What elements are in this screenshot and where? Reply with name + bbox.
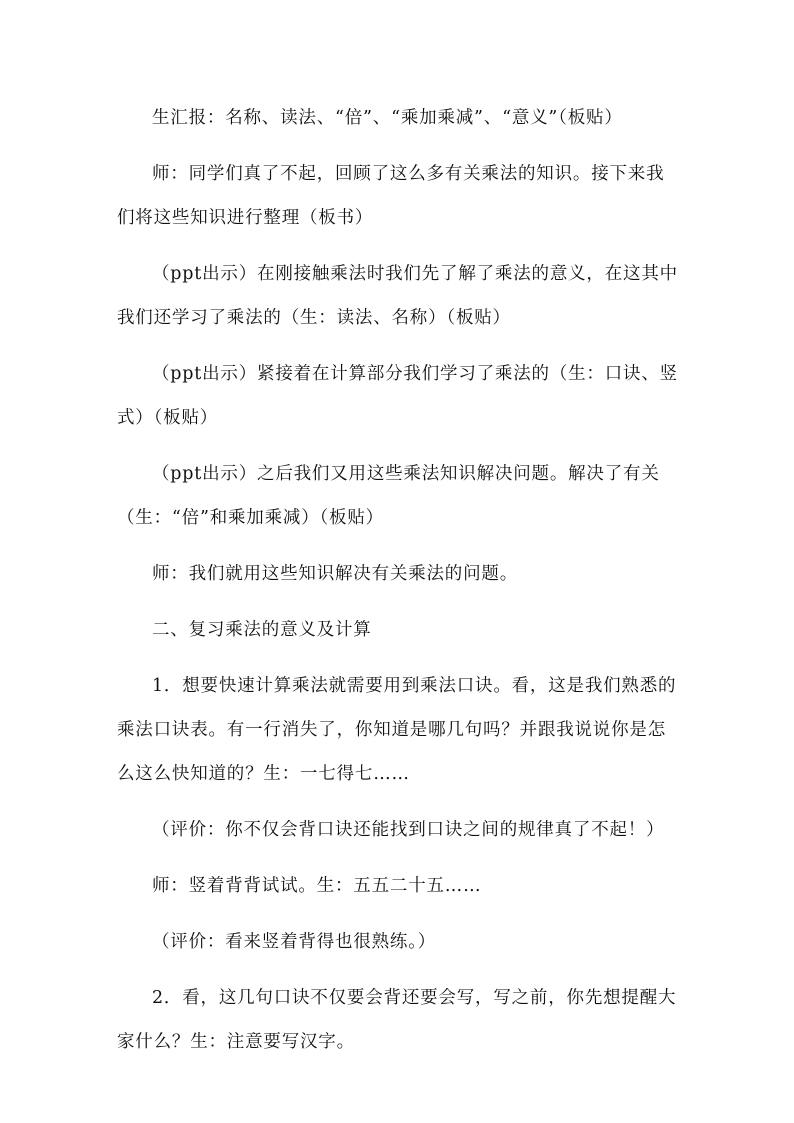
paragraph-ppt-meaning: （ppt出示）在刚接触乘法时我们先了解了乘法的意义，在这其中我们还学习了乘法的（生：读法、名称）（板贴） bbox=[117, 264, 678, 328]
paragraph-student-report: 生汇报：名称、读法、“倍”、“乘加乘减”、“意义”（板贴） bbox=[152, 108, 623, 128]
paragraph-item-2: 2．看，这几句口诀不仅要会背还要会写，写之前，你先想提醒大家什么？生：注意要写汉字。 bbox=[117, 988, 677, 1052]
paragraph-evaluation-1: （评价：你不仅会背口诀还能找到口诀之间的规律真了不起！） bbox=[152, 820, 665, 840]
section-heading-review: 二、复习乘法的意义及计算 bbox=[152, 620, 372, 640]
paragraph-teacher-vertical: 师：竖着背背试试。生：五五二十五…… bbox=[152, 876, 482, 896]
paragraph-teacher-review: 师：同学们真了不起，回顾了这么多有关乘法的知识。接下来我们将这些知识进行整理（板书） bbox=[117, 164, 665, 228]
paragraph-ppt-calculation: （ppt出示）紧接着在计算部分我们学习了乘法的（生：口诀、竖式）（板贴） bbox=[117, 364, 678, 428]
paragraph-evaluation-2: （评价：看来竖着背得也很熟练。） bbox=[152, 932, 437, 952]
document-body bbox=[117, 96, 682, 1064]
paragraph-item-1: 1．想要快速计算乘法就需要用到乘法口诀。看，这是我们熟悉的乘法口诀表。有一行消失了，你知道是哪几句吗？并跟我说说你是怎么这么快知道的？生：一七得七…… bbox=[117, 676, 677, 784]
paragraph-ppt-problem-solving: （ppt出示）之后我们又用这些乘法知识解决问题。解决了有关（生：“倍”和乘加乘减）（板贴） bbox=[117, 464, 660, 528]
paragraph-teacher-apply: 师：我们就用这些知识解决有关乘法的问题。 bbox=[152, 564, 518, 584]
